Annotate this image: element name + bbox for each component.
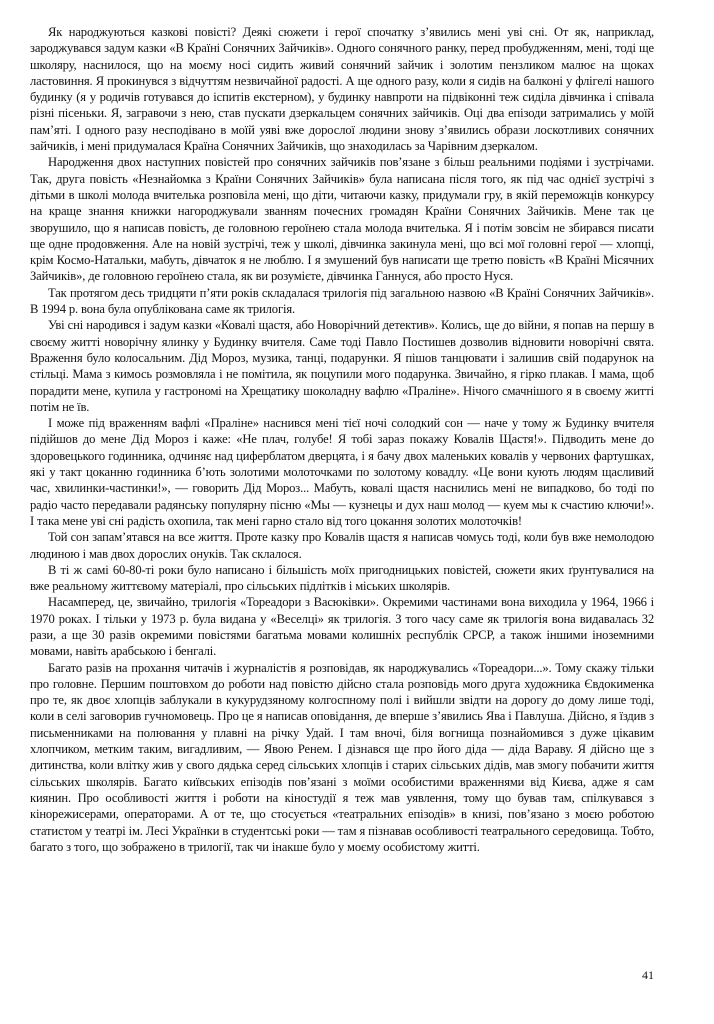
paragraph: І може під враженням вафлі «Праліне» наснився мені тієї ночі солодкий сон — наче у тому ж Будинку вчителя підійшов до мене Дід Мороз і каже: «Не плач, голубе! Я тобі зараз покажу Ковалів Щастя!». Підводить мене до здоровецького годинника, одчиняє над циферблатом дверцята, і я бачу двох маленьких ковалів у червоних фартушках, які у такт цоканню годинника б’ють золотими молоточками по золотому ковадлу. «Це вони кують людям щасливий час, хвилинки-частинки!», — говорить Дід Мороз... Мабуть, ковалі щастя наснились мені не випадково, бо тоді по радіо часто передавали радянську популярну пісню «Мы — кузнецы и дух наш молод — куем мы к счастию ключи!». І така мене уві сні радість охопила, так мені гарно стало від того цокання золотих молоточків! [30,416,654,528]
page-number: 41 [642,968,654,982]
paragraph: Уві сні народився і задум казки «Ковалі щастя, або Новорічний детектив». Колись, ще до війни, я попав на першу в своєму житті новорічну ялинку у Будинку вчителя. Саме тоді Павло Постишев дозволив відновити новорічні свята. Враження було колосальним. Дід Мороз, музика, танці, подарунки. Я пішов танцювати і залишив свій подарунок на стільці. Мама з кимось розмовляла і не помітила, як поцупили мого подарунка. Звичайно, я гірко плакав. І мама, щоб порадити мене, купила у гастрономі на Хрещатику шоколадну вафлю «Праліне». Нічого смачнішого я в своєму житті потім не їв. [30,318,654,414]
paragraph: Так протягом десь тридцяти п’яти років складалася трилогія під загальною назвою «В Країні Сонячних Зайчиків». В 1994 р. вона була опублікована саме як трилогія. [30,285,654,317]
document-body [30,24,654,1000]
paragraph: Народження двох наступних повістей про сонячних зайчиків пов’язане з більш реальними подіями і зустрічами. Так, друга повість «Незнайомка з Країни Сонячних Зайчиків» була написана після того, як під час однієї зустрічі з дітьми в школі молода вчителька розповіла мені, що діти, читаючи казку, придумали гру, в якій переможців конкурсу на краще знання книжки нагороджували званням почесних громадян Країни Сонячних Зайчиків. Мене так це зворушило, що я написав повість, де головною героїнею стала молода вчителька. Я і потім зовсім не збирався писати ще одне продовження. Але на новій зустрічі, теж у школі, дівчинка закинула мені, що всі мої головні герої — хлопці, крім Космо-Натальки, мабуть, дівчаток я не люблю. І я змушений був написати ще третю повість «В Країні Місячних Зайчиків», де головною героїнею стала, як ви розумієте, дівчинка Ганнуся, або просто Нуся. [30,155,654,284]
paragraph: Як народжуються казкові повісті? Деякі сюжети і герої спочатку з’явились мені уві сні. От як, наприклад, зароджувався задум казки «В Країні Сонячних Зайчиків». Одного сонячного ранку, перед пробудженням, мені, тоді ще школяру, наснилося, що на моєму носі сидить живий сонячний зайчик і золотим пензликом малює на щоках ластовиння. Я прокинувся з відчуттям незвичайної радості. А ще одного разу, коли я сидів на балконі у флігелі нашого будинку (я у родичів готувався до іспитів екстерном), у будинку навпроти на підвіконні теж сиділа дівчинка і співала різні пісеньки. Я, загравочи з нею, став пускати дзеркальцем сонячних зайчиків. Оці два епізоди затримались у моїй пам’яті. І одного разу несподівано в моїй уяві вже дорослої людини знову з’явились образи лоскотливих сонячних зайчиків, і мені придумалася Країна Сонячних Зайчиків, що знаходилась за Чарівним дзеркалом. [30,25,654,154]
paragraph: Багато разів на прохання читачів і журналістів я розповідав, як народжувались «Тореадори...». Тому скажу тільки про головне. Першим поштовхом до роботи над повістю дійсно стала розповідь мого друга художника Євдокименка про те, як двоє хлопців заблукали в кукурудзяному колгоспному полі і вийшли звідти на дорогу до дому лише тоді, коли в селі заговорив гучномовець. Про це я написав оповідання, де вперше з’явились Ява і Павлуша. Дійсно, я їздив з письменниками на полювання у плавні на річку Удай. І там вночі, біля вогнища познайомився з дуже цікавим хлопчиком, метким таким, вигадливим, — Явою Ренем. І дізнався ще про його діда — діда Вараву. Я дійсно ще з дитинства, коли влітку жив у свого дядька серед сільських хлопців і старих сільських дідів, мав змогу побачити життя сільських школярів. Багато київських епізодів пов’язані з моїми особистими враженнями від Києва, адже я сам киянин. Про особливості життя і роботи на кіностудії я теж мав уявлення, тому що бував там, спілкувався з кінорежисерами, операторами. А от те, що стосується «театральних епізодів» в книзі, пов’язано з моєю роботою статистом у театрі ім. Лесі Українки в студентські роки — там я пізнавав особливості театрального середовища. Тобто, багато з того, що зображено в трилогії, так чи інакше було у моєму особистому житті. [30,660,654,854]
paragraph: В ті ж самі 60-80-ті роки було написано і більшість моїх пригодницьких повістей, сюжети яких ґрунтувалися на вже реальному життєвому матеріалі, про сільських підлітків і міських школярів. [30,562,654,594]
paragraph: Той сон запам’ятався на все життя. Проте казку про Ковалів щастя я написав чомусь тоді, коли був вже немолодою людиною і мав двох дорослих онуків. Так склалося. [30,530,654,561]
paragraph: Насамперед, це, звичайно, трилогія «Тореадори з Васюківки». Окремими частинами вона виходила у 1964, 1966 і 1970 роках. І тільки у 1973 р. була видана у «Веселці» як трилогія. З того часу саме як трилогія вона видавалась 32 рази, а ще 30 разів окремими повістями багатьма мовами колишніх республік СРСР, а також іншими іноземними мовами, навіть арабською і бенгалі. [30,595,654,659]
